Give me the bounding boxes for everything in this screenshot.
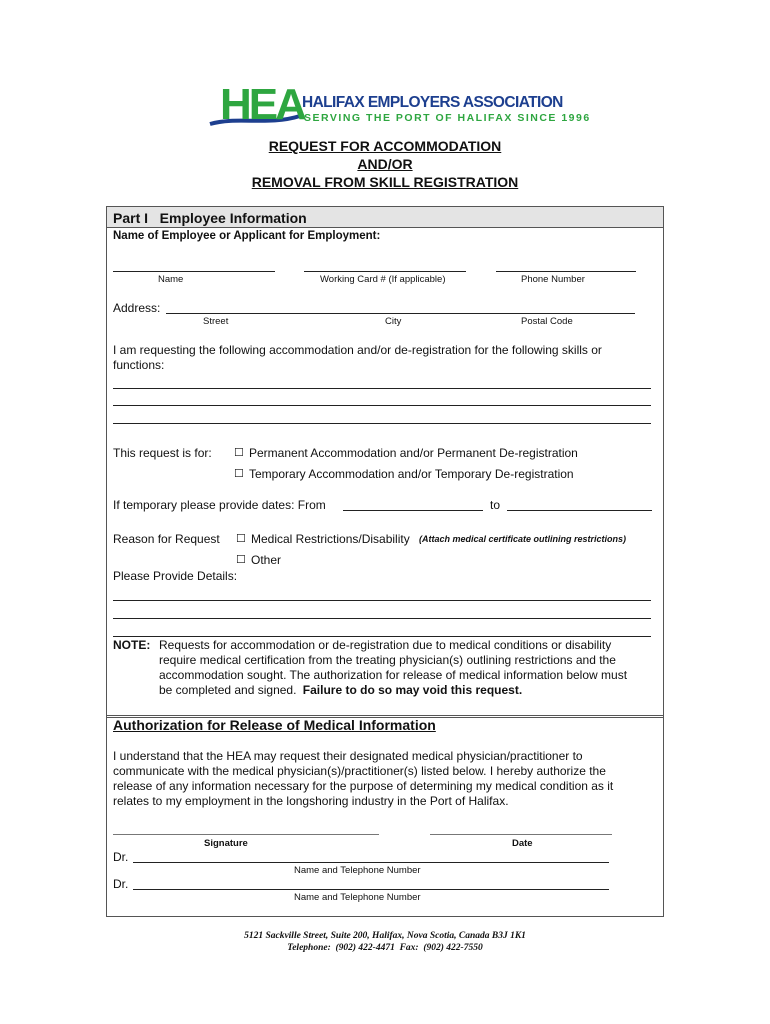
permanent-checkbox[interactable]: ☐ [234,447,244,459]
logo-letters: HEA [220,80,304,129]
functions-line-1[interactable] [113,388,651,389]
auth-para-4: relates to my employment in the longshoring industry in the Port of Halifax. [113,794,509,808]
auth-section [106,715,664,917]
functions-line-2[interactable] [113,405,651,406]
reason-medical-note: (Attach medical certificate outlining restrictions) [419,534,627,544]
to-date-line[interactable] [507,510,652,511]
note-bold: Failure to do so may void this request. [302,683,523,697]
name-label: Name [158,274,184,285]
temporary-checkbox[interactable]: ☐ [234,468,244,480]
phone-label: Phone Number [521,274,585,285]
auth-heading: Authorization for Release of Medical Information [113,717,436,733]
name-input-line[interactable] [113,271,275,272]
dr-sub-2: Name and Telephone Number [294,892,421,903]
name-prompt: Name of Employee or Applicant for Employment: [113,230,381,242]
details-line-3[interactable] [113,636,651,637]
medical-checkbox[interactable]: ☐ [236,533,246,545]
note-line-2: require medical certification from the treating physician(s) outlining restrictions and the [159,653,616,667]
title-line-3: REMOVAL FROM SKILL REGISTRATION [251,174,519,190]
dr-line-2[interactable] [133,889,609,890]
auth-para-1: I understand that the HEA may request their designated medical physician/practitioner to [113,749,583,763]
postal-label: Postal Code [521,316,573,327]
request-text-2: functions: [113,358,165,372]
dr-line-1[interactable] [133,862,609,863]
auth-para-3: release of any information necessary for the purpose of determining my medical condition as it [113,779,614,793]
option-temporary: Temporary Accommodation and/or Temporary De-registration [249,467,574,481]
footer-phone: Telephone: (902) 422-4471 Fax: (902) 422-7550 [287,943,483,953]
logo-tagline: SERVING THE PORT OF HALIFAX SINCE 1996 [304,112,591,124]
dr-prefix-1: Dr. [113,850,129,864]
reason-label: Reason for Request [113,532,220,546]
details-line-1[interactable] [113,600,651,601]
phone-input-line[interactable] [496,271,636,272]
signature-line[interactable] [113,834,379,835]
details-line-2[interactable] [113,618,651,619]
note-line-4 [159,683,522,697]
title-line-1: REQUEST FOR ACCOMMODATION [268,138,502,154]
note-line-3: accommodation sought. The authorization for release of medical information below must [159,668,628,682]
street-label: Street [203,316,229,327]
auth-para-2: communicate with the medical physician(s)/practitioner(s) listed below. I hereby authorize the [113,764,606,778]
option-permanent: Permanent Accommodation and/or Permanent De-registration [249,446,578,460]
temp-to: to [490,498,501,512]
other-checkbox[interactable]: ☐ [236,554,246,566]
card-label: Working Card # (If applicable) [320,274,446,285]
functions-line-3[interactable] [113,423,651,424]
dr-sub-1: Name and Telephone Number [294,865,421,876]
logo-org-name: HALIFAX EMPLOYERS ASSOCIATION [302,94,563,111]
address-input-line[interactable] [166,313,635,314]
from-date-line[interactable] [343,510,483,511]
details-label: Please Provide Details: [113,569,238,583]
card-input-line[interactable] [304,271,466,272]
note-line-1: Requests for accommodation or de-registration due to medical conditions or disability [159,638,612,652]
reason-other: Other [251,553,282,567]
part1-heading: Part I Employee Information [113,210,307,226]
footer-address: 5121 Sackville Street, Suite 200, Halifax, Nova Scotia, Canada B3J 1K1 [244,931,526,941]
temp-dates-label: If temporary please provide dates: From [113,498,326,512]
request-text-1: I am requesting the following accommodation and/or de-registration for the following skills or [113,343,602,357]
address-label: Address: [113,301,161,315]
note-line-4-text: be completed and signed. [159,683,297,697]
date-line[interactable] [430,834,612,835]
request-for-label: This request is for: [113,446,212,460]
signature-label: Signature [204,838,248,849]
note-label: NOTE: [113,638,151,652]
dr-prefix-2: Dr. [113,877,129,891]
logo [208,80,591,132]
reason-medical: Medical Restrictions/Disability [251,532,410,546]
title-line-2: AND/OR [357,156,413,172]
date-label: Date [512,838,533,849]
city-label: City [385,316,402,327]
